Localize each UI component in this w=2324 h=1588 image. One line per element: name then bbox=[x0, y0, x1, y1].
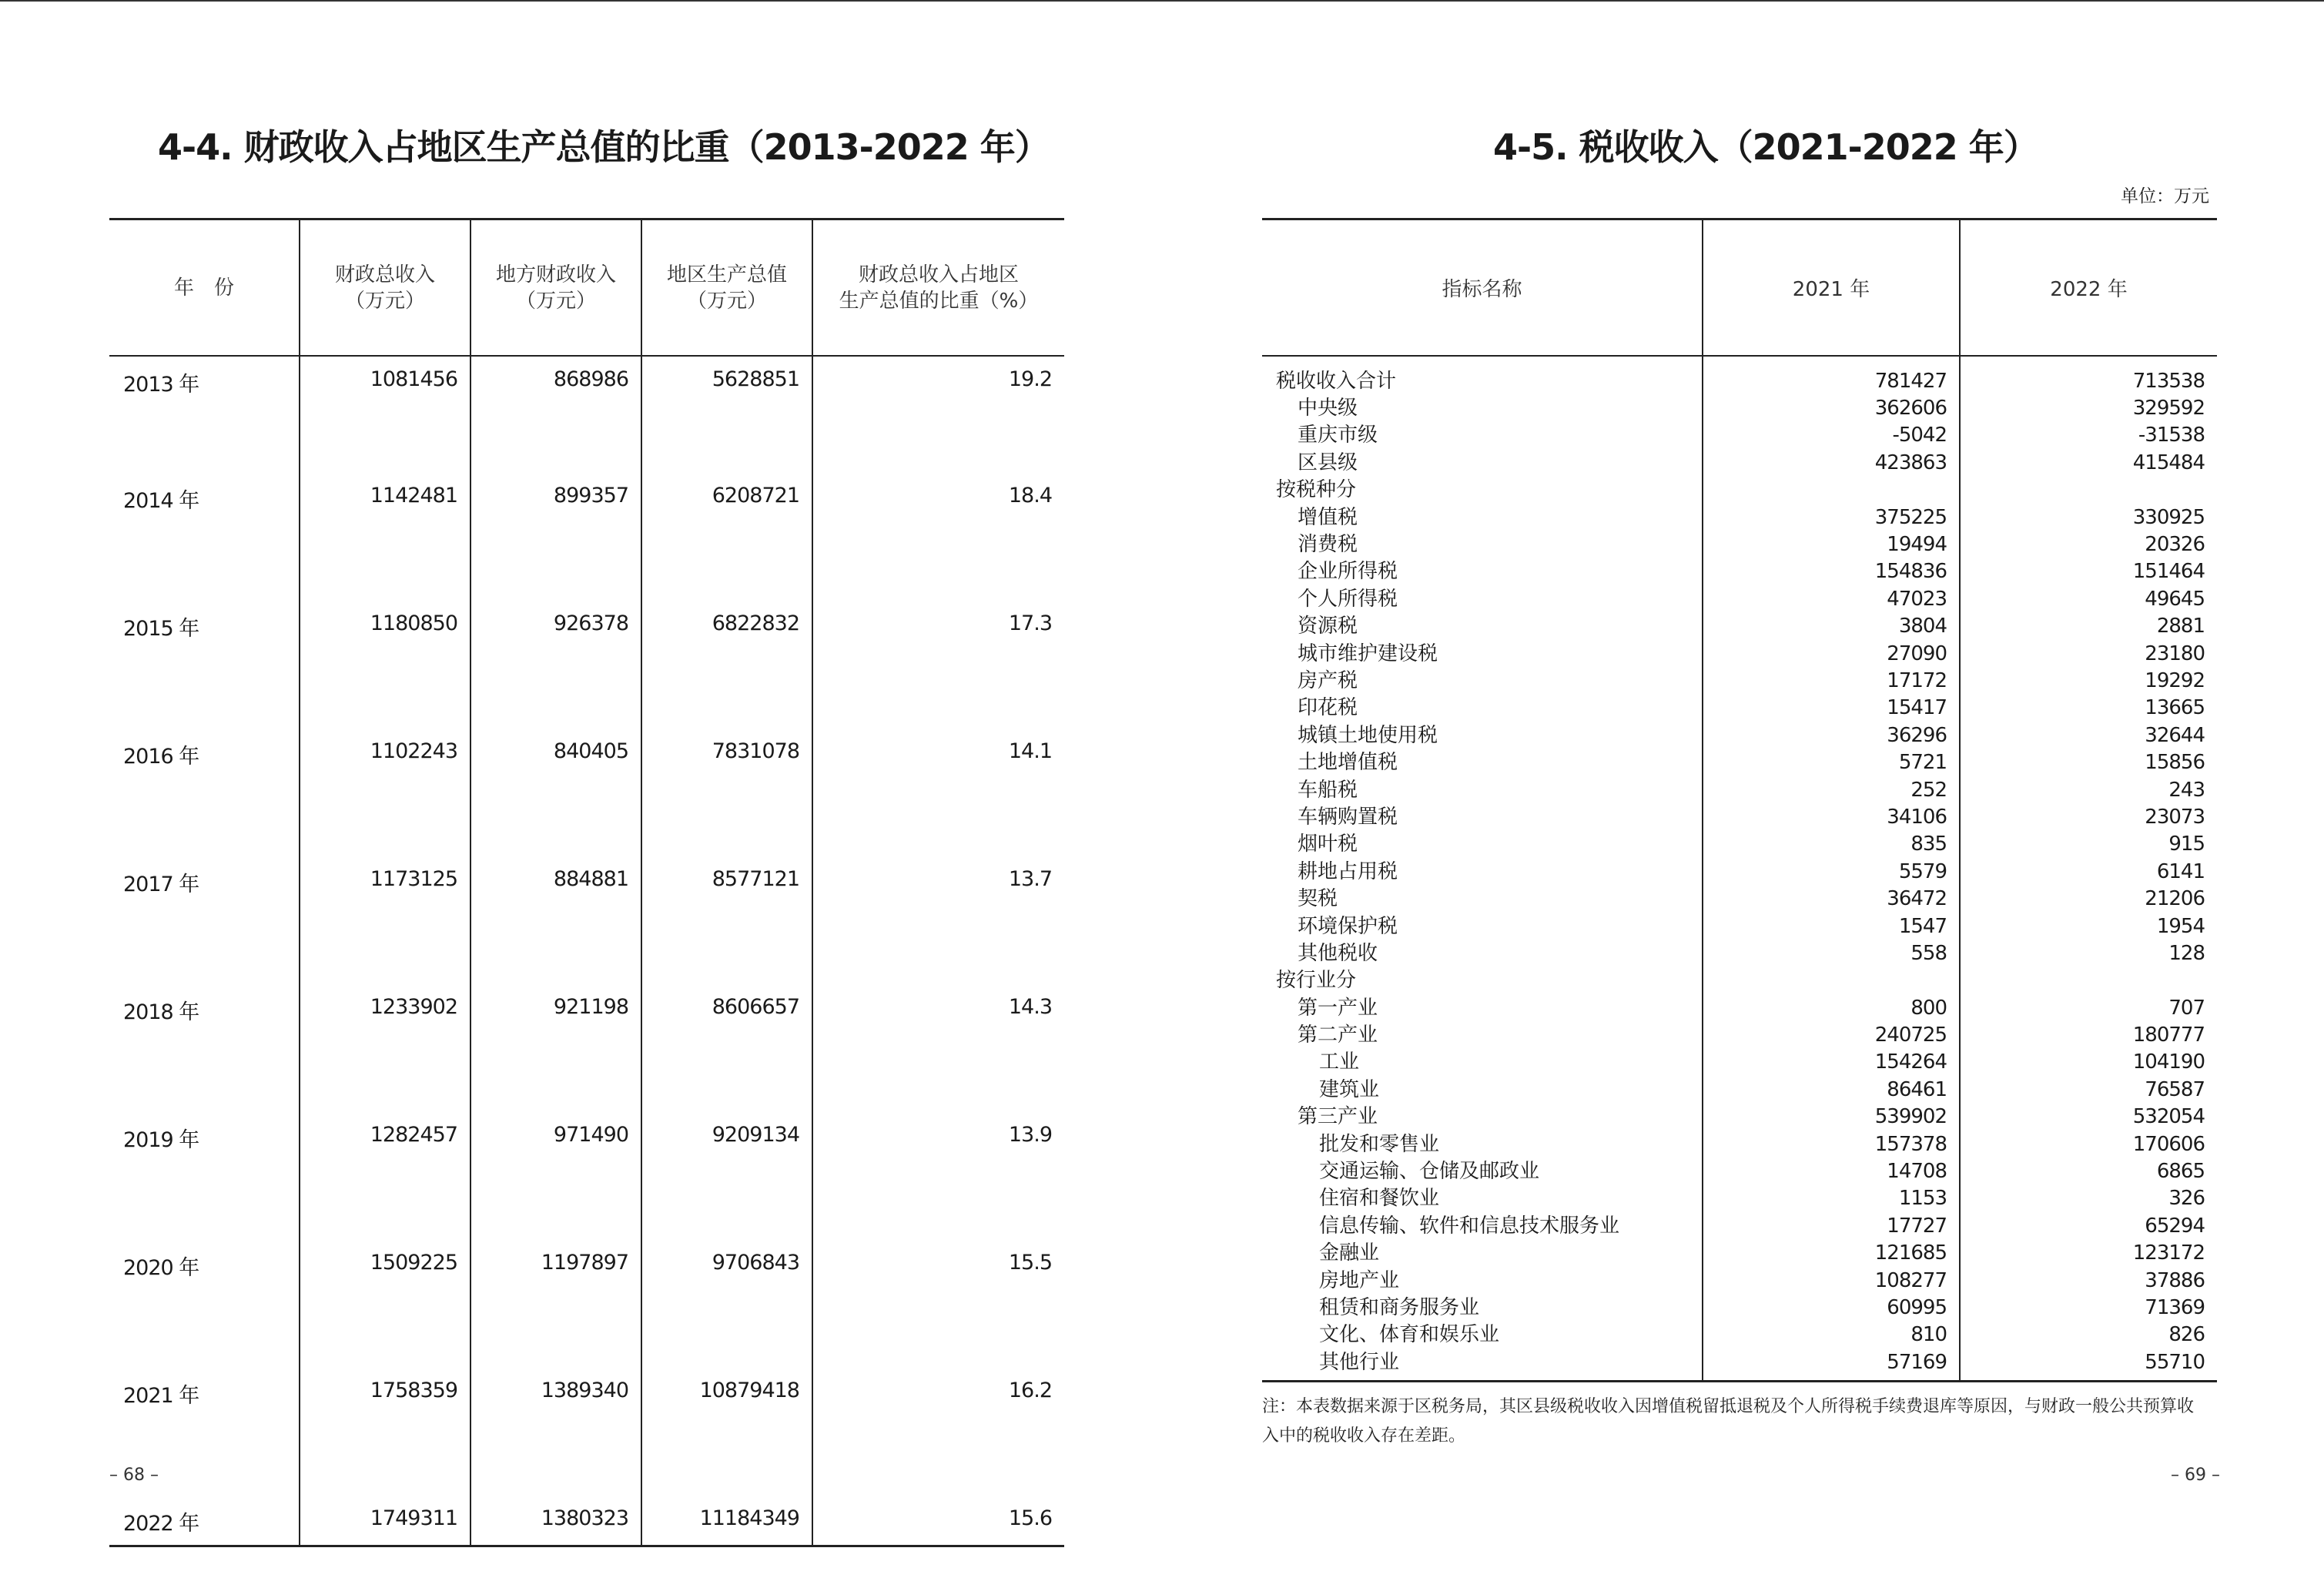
cell-2021 bbox=[1703, 477, 1960, 504]
cell-year: 2014 年 bbox=[123, 489, 199, 513]
cell-2021: 19494 bbox=[1703, 531, 1960, 558]
cell-total: 1282457 bbox=[300, 1111, 470, 1238]
table-header-row bbox=[109, 219, 1064, 357]
cell-2021: 27090 bbox=[1703, 640, 1960, 667]
cell-indicator-name: 房地产业 bbox=[1319, 1268, 1400, 1292]
cell-2021: 14708 bbox=[1703, 1157, 1960, 1184]
cell-2022: 19292 bbox=[1960, 667, 2217, 694]
table-row bbox=[1262, 667, 2217, 694]
table-row bbox=[1262, 1021, 2217, 1048]
cell-2021 bbox=[1703, 967, 1960, 994]
cell-2022 bbox=[1960, 477, 2217, 504]
cell-2021: 835 bbox=[1703, 831, 1960, 858]
table-row bbox=[1262, 722, 2217, 749]
cell-2021: 375225 bbox=[1703, 504, 1960, 531]
table-row bbox=[1262, 1240, 2217, 1267]
cell-indicator-name: 城市维护建设税 bbox=[1298, 642, 1438, 665]
cell-2022: 2881 bbox=[1960, 613, 2217, 640]
table-row bbox=[1262, 1157, 2217, 1184]
table-row bbox=[1262, 1104, 2217, 1131]
cell-2022: 6865 bbox=[1960, 1157, 2217, 1184]
cell-ratio: 15.6 bbox=[812, 1494, 1064, 1546]
cell-indicator-name: 车船税 bbox=[1298, 778, 1358, 802]
cell-indicator-name: 房产税 bbox=[1298, 668, 1358, 692]
cell-gdp: 6208721 bbox=[641, 471, 812, 599]
cell-local: 840405 bbox=[470, 727, 641, 855]
cell-indicator-name: 土地增值税 bbox=[1298, 751, 1398, 775]
table-row bbox=[109, 1366, 1064, 1494]
cell-2022: 532054 bbox=[1960, 1104, 2217, 1131]
cell-indicator-name: 工业 bbox=[1319, 1050, 1360, 1074]
cell-indicator-name: 中央级 bbox=[1298, 397, 1358, 420]
cell-2022: 104190 bbox=[1960, 1049, 2217, 1076]
cell-2021: 34106 bbox=[1703, 803, 1960, 830]
cell-local: 899357 bbox=[470, 471, 641, 599]
cell-indicator-name: 印花税 bbox=[1298, 696, 1358, 720]
cell-2022: 76587 bbox=[1960, 1076, 2217, 1103]
table-4-5-title: 4-5. 税收收入（2021-2022 年） bbox=[1493, 126, 2038, 168]
cell-2022: -31538 bbox=[1960, 422, 2217, 449]
cell-2022 bbox=[1960, 967, 2217, 994]
header-year: 年 份 bbox=[109, 219, 300, 357]
cell-2021: 800 bbox=[1703, 994, 1960, 1021]
table-row bbox=[1262, 422, 2217, 449]
cell-indicator-name: 资源税 bbox=[1298, 615, 1358, 638]
cell-2021: 1547 bbox=[1703, 913, 1960, 940]
cell-local: 868986 bbox=[470, 356, 641, 471]
header-gdp: 地区生产总值 （万元） bbox=[641, 219, 812, 357]
cell-indicator-name: 第二产业 bbox=[1298, 1023, 1378, 1047]
cell-2021: 240725 bbox=[1703, 1021, 1960, 1048]
cell-2022: 128 bbox=[1960, 940, 2217, 967]
table-row bbox=[1262, 776, 2217, 803]
cell-indicator-name: 耕地占用税 bbox=[1298, 859, 1398, 883]
cell-indicator-name: 增值税 bbox=[1298, 505, 1358, 529]
cell-2022: 6141 bbox=[1960, 858, 2217, 885]
table-row bbox=[1262, 749, 2217, 776]
cell-total: 1758359 bbox=[300, 1366, 470, 1494]
cell-indicator-name: 建筑业 bbox=[1319, 1077, 1380, 1101]
cell-2021: 17172 bbox=[1703, 667, 1960, 694]
table-row bbox=[1262, 940, 2217, 967]
cell-indicator-name: 环境保护税 bbox=[1298, 914, 1398, 938]
cell-gdp: 5628851 bbox=[641, 356, 812, 471]
table-note bbox=[1262, 1392, 2225, 1451]
cell-gdp: 11184349 bbox=[641, 1494, 812, 1546]
cell-indicator-name: 税收收入合计 bbox=[1276, 369, 1397, 393]
cell-2022: 707 bbox=[1960, 994, 2217, 1021]
cell-year: 2021 年 bbox=[123, 1384, 199, 1408]
cell-2021: 36296 bbox=[1703, 722, 1960, 749]
table-row bbox=[109, 1494, 1064, 1546]
table-row bbox=[109, 727, 1064, 855]
table-row bbox=[1262, 1267, 2217, 1294]
cell-total: 1233902 bbox=[300, 983, 470, 1111]
cell-local: 926378 bbox=[470, 599, 641, 727]
cell-2021: 810 bbox=[1703, 1322, 1960, 1348]
cell-indicator-name: 车辆购置税 bbox=[1298, 805, 1398, 829]
cell-2022: 23180 bbox=[1960, 640, 2217, 667]
cell-ratio: 15.5 bbox=[812, 1238, 1064, 1366]
cell-2022: 123172 bbox=[1960, 1240, 2217, 1267]
cell-ratio: 16.2 bbox=[812, 1366, 1064, 1494]
table-row bbox=[1262, 640, 2217, 667]
cell-year: 2022 年 bbox=[123, 1512, 199, 1536]
cell-indicator-name: 按税种分 bbox=[1276, 478, 1357, 502]
cell-year: 2018 年 bbox=[123, 1000, 199, 1024]
cell-2022: 329592 bbox=[1960, 394, 2217, 421]
cell-indicator-name: 城镇土地使用税 bbox=[1298, 723, 1438, 747]
table-row bbox=[1262, 1131, 2217, 1157]
cell-gdp: 9706843 bbox=[641, 1238, 812, 1366]
cell-ratio: 18.4 bbox=[812, 471, 1064, 599]
cell-2021: 423863 bbox=[1703, 449, 1960, 476]
cell-2022: 713538 bbox=[1960, 356, 2217, 394]
cell-indicator-name: 金融业 bbox=[1319, 1241, 1380, 1265]
cell-ratio: 17.3 bbox=[812, 599, 1064, 727]
table-row bbox=[1262, 356, 2217, 394]
cell-2021: 3804 bbox=[1703, 613, 1960, 640]
table-row bbox=[1262, 1348, 2217, 1382]
cell-year: 2013 年 bbox=[123, 373, 199, 397]
cell-indicator-name: 其他行业 bbox=[1319, 1350, 1400, 1374]
cell-indicator-name: 契税 bbox=[1298, 887, 1338, 911]
cell-2022: 170606 bbox=[1960, 1131, 2217, 1157]
table-row bbox=[1262, 504, 2217, 531]
cell-indicator-name: 按行业分 bbox=[1276, 969, 1357, 993]
table-row bbox=[1262, 913, 2217, 940]
cell-local: 1380323 bbox=[470, 1494, 641, 1546]
table-row bbox=[1262, 858, 2217, 885]
cell-2022: 326 bbox=[1960, 1185, 2217, 1212]
cell-gdp: 10879418 bbox=[641, 1366, 812, 1494]
header-total-revenue: 财政总收入 （万元） bbox=[300, 219, 470, 357]
note-line: 注：本表数据来源于区税务局，其区县级税收收入因增值税留抵退税及个人所得税手续费退库等原因，与财政一般公共预算收 bbox=[1262, 1397, 2195, 1416]
table-row bbox=[1262, 803, 2217, 830]
cell-local: 1389340 bbox=[470, 1366, 641, 1494]
cell-ratio: 13.9 bbox=[812, 1111, 1064, 1238]
cell-gdp: 9209134 bbox=[641, 1111, 812, 1238]
table-row bbox=[109, 1111, 1064, 1238]
cell-2022: 243 bbox=[1960, 776, 2217, 803]
cell-2021: 558 bbox=[1703, 940, 1960, 967]
cell-2022: 415484 bbox=[1960, 449, 2217, 476]
cell-indicator-name: 企业所得税 bbox=[1298, 560, 1398, 584]
table-header-row bbox=[1262, 219, 2217, 357]
cell-year: 2015 年 bbox=[123, 617, 199, 641]
cell-2022: 915 bbox=[1960, 831, 2217, 858]
cell-2021: 15417 bbox=[1703, 695, 1960, 722]
cell-2022: 65294 bbox=[1960, 1212, 2217, 1239]
table-row bbox=[1262, 613, 2217, 640]
cell-local: 921198 bbox=[470, 983, 641, 1111]
header-indicator-name: 指标名称 bbox=[1262, 219, 1703, 357]
cell-year: 2016 年 bbox=[123, 745, 199, 769]
cell-2022: 180777 bbox=[1960, 1021, 2217, 1048]
header-local-revenue: 地方财政收入 （万元） bbox=[470, 219, 641, 357]
cell-total: 1509225 bbox=[300, 1238, 470, 1366]
table-row bbox=[109, 983, 1064, 1111]
cell-2021: 57169 bbox=[1703, 1348, 1960, 1382]
cell-2021: 121685 bbox=[1703, 1240, 1960, 1267]
cell-indicator-name: 烟叶税 bbox=[1298, 833, 1358, 856]
cell-local: 971490 bbox=[470, 1111, 641, 1238]
cell-year: 2017 年 bbox=[123, 873, 199, 896]
cell-2022: 21206 bbox=[1960, 885, 2217, 912]
page-number: – 68 – bbox=[109, 1466, 159, 1485]
cell-2021: 1153 bbox=[1703, 1185, 1960, 1212]
cell-2022: 330925 bbox=[1960, 504, 2217, 531]
cell-year: 2019 年 bbox=[123, 1128, 199, 1152]
table-row bbox=[1262, 449, 2217, 476]
cell-indicator-name: 个人所得税 bbox=[1298, 587, 1398, 611]
header-2021: 2021 年 bbox=[1703, 219, 1960, 357]
cell-2022: 71369 bbox=[1960, 1294, 2217, 1321]
cell-ratio: 14.1 bbox=[812, 727, 1064, 855]
header-ratio: 财政总收入占地区 生产总值的比重（%） bbox=[812, 219, 1064, 357]
cell-ratio: 13.7 bbox=[812, 855, 1064, 983]
cell-2021: 154836 bbox=[1703, 558, 1960, 585]
cell-2021: 154264 bbox=[1703, 1049, 1960, 1076]
table-row bbox=[1262, 1049, 2217, 1076]
table-row bbox=[1262, 531, 2217, 558]
page-number: – 69 – bbox=[2171, 1466, 2220, 1485]
cell-indicator-name: 消费税 bbox=[1298, 533, 1358, 557]
cell-indicator-name: 批发和零售业 bbox=[1319, 1132, 1440, 1156]
cell-2021: 60995 bbox=[1703, 1294, 1960, 1321]
cell-total: 1173125 bbox=[300, 855, 470, 983]
cell-total: 1749311 bbox=[300, 1494, 470, 1546]
cell-indicator-name: 交通运输、仓储及邮政业 bbox=[1319, 1160, 1540, 1184]
cell-2021: 86461 bbox=[1703, 1076, 1960, 1103]
cell-total: 1142481 bbox=[300, 471, 470, 599]
cell-2021: 17727 bbox=[1703, 1212, 1960, 1239]
table-row bbox=[1262, 967, 2217, 994]
table-row bbox=[109, 356, 1064, 471]
table-row bbox=[1262, 1322, 2217, 1348]
cell-2022: 55710 bbox=[1960, 1348, 2217, 1382]
table-row bbox=[109, 855, 1064, 983]
cell-2021: 362606 bbox=[1703, 394, 1960, 421]
table-row bbox=[1262, 394, 2217, 421]
cell-ratio: 14.3 bbox=[812, 983, 1064, 1111]
table-row bbox=[1262, 477, 2217, 504]
cell-2021: 5579 bbox=[1703, 858, 1960, 885]
cell-gdp: 6822832 bbox=[641, 599, 812, 727]
cell-ratio: 19.2 bbox=[812, 356, 1064, 471]
table-row bbox=[1262, 885, 2217, 912]
cell-2022: 151464 bbox=[1960, 558, 2217, 585]
table-row bbox=[109, 471, 1064, 599]
table-row bbox=[1262, 1294, 2217, 1321]
table-row bbox=[1262, 558, 2217, 585]
header-2022: 2022 年 bbox=[1960, 219, 2217, 357]
cell-indicator-name: 第三产业 bbox=[1298, 1105, 1378, 1129]
table-row bbox=[1262, 695, 2217, 722]
cell-2022: 37886 bbox=[1960, 1267, 2217, 1294]
cell-local: 1197897 bbox=[470, 1238, 641, 1366]
cell-indicator-name: 其他税收 bbox=[1298, 941, 1378, 965]
right-page bbox=[1162, 0, 2324, 1588]
cell-gdp: 8577121 bbox=[641, 855, 812, 983]
unit-label: 单位：万元 bbox=[2121, 186, 2209, 206]
cell-2021: 108277 bbox=[1703, 1267, 1960, 1294]
table-row bbox=[1262, 994, 2217, 1021]
cell-2021: 5721 bbox=[1703, 749, 1960, 776]
cell-indicator-name: 重庆市级 bbox=[1298, 424, 1378, 447]
cell-gdp: 7831078 bbox=[641, 727, 812, 855]
cell-2021: 539902 bbox=[1703, 1104, 1960, 1131]
cell-indicator-name: 文化、体育和娱乐业 bbox=[1319, 1323, 1500, 1347]
cell-2022: 23073 bbox=[1960, 803, 2217, 830]
cell-2021: 157378 bbox=[1703, 1131, 1960, 1157]
cell-2021: 781427 bbox=[1703, 356, 1960, 394]
cell-indicator-name: 第一产业 bbox=[1298, 996, 1378, 1020]
cell-indicator-name: 租赁和商务服务业 bbox=[1319, 1295, 1480, 1319]
cell-local: 884881 bbox=[470, 855, 641, 983]
cell-indicator-name: 信息传输、软件和信息技术服务业 bbox=[1319, 1214, 1620, 1238]
table-row bbox=[109, 1238, 1064, 1366]
cell-total: 1180850 bbox=[300, 599, 470, 727]
cell-gdp: 8606657 bbox=[641, 983, 812, 1111]
table-row bbox=[109, 599, 1064, 727]
table-4-4-title: 4-4. 财政收入占地区生产总值的比重（2013-2022 年） bbox=[158, 126, 1050, 168]
cell-indicator-name: 住宿和餐饮业 bbox=[1319, 1187, 1440, 1211]
table-row bbox=[1262, 1185, 2217, 1212]
table-4-4 bbox=[109, 218, 1064, 1547]
cell-2022: 1954 bbox=[1960, 913, 2217, 940]
cell-2022: 20326 bbox=[1960, 531, 2217, 558]
table-row bbox=[1262, 585, 2217, 612]
cell-total: 1081456 bbox=[300, 356, 470, 471]
cell-year: 2020 年 bbox=[123, 1256, 199, 1280]
cell-2022: 15856 bbox=[1960, 749, 2217, 776]
table-row bbox=[1262, 831, 2217, 858]
cell-2021: 36472 bbox=[1703, 885, 1960, 912]
note-line: 入中的税收收入存在差距。 bbox=[1262, 1426, 1466, 1446]
table-4-5 bbox=[1262, 218, 2217, 1382]
table-row bbox=[1262, 1076, 2217, 1103]
table-row bbox=[1262, 1212, 2217, 1239]
cell-2022: 13665 bbox=[1960, 695, 2217, 722]
cell-2021: 47023 bbox=[1703, 585, 1960, 612]
cell-indicator-name: 区县级 bbox=[1298, 451, 1358, 474]
cell-2021: 252 bbox=[1703, 776, 1960, 803]
cell-2021: -5042 bbox=[1703, 422, 1960, 449]
cell-2022: 49645 bbox=[1960, 585, 2217, 612]
cell-2022: 32644 bbox=[1960, 722, 2217, 749]
cell-2022: 826 bbox=[1960, 1322, 2217, 1348]
cell-total: 1102243 bbox=[300, 727, 470, 855]
